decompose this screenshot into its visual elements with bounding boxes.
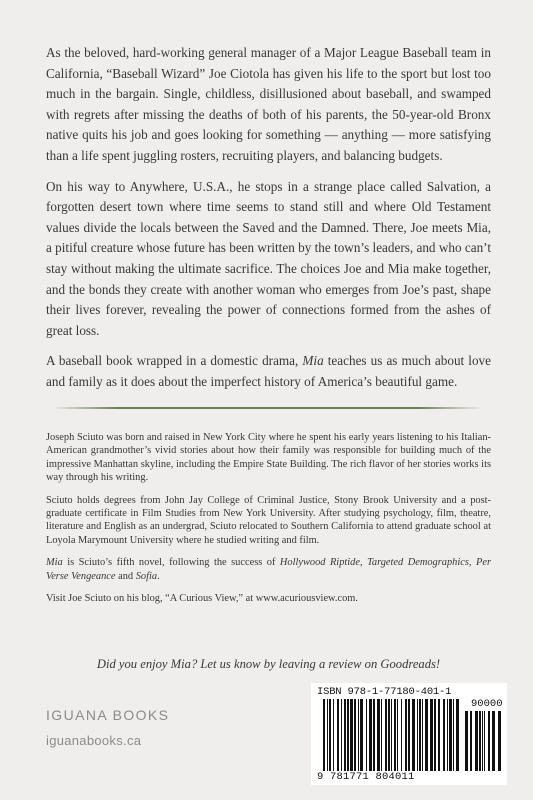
isbn-label: ISBN 978-1-77180-401-1 <box>317 686 452 698</box>
bio-p3-and: and <box>115 570 136 582</box>
bio-p3-sep-2: , <box>468 557 476 569</box>
bio-p3-book-2: Targeted Demographics <box>367 557 469 569</box>
price-code-label: 90000 <box>471 698 503 710</box>
bio-p3-text-a: is Sciuto’s fifth novel, following the success of <box>62 557 280 569</box>
isbn-barcode <box>311 683 507 785</box>
goodreads-review-prompt: Did you enjoy Mia? Let us know by leaving a review on Goodreads! <box>96 657 441 671</box>
bio-p3-title: Mia <box>46 557 63 569</box>
bio-paragraph-4: Visit Joe Sciuto on his blog, “A Curious View,” at www.acuriousview.com. <box>46 593 358 605</box>
synopsis-p3-title: Mia <box>302 353 324 369</box>
bio-p3-book-4: Sofia <box>135 570 158 582</box>
bio-p3-end: . <box>157 570 160 582</box>
bio-paragraph-2: Sciuto holds degrees from John Jay College of Criminal Justice, Stony Brook University and a post-graduate certificate in Film Studies from New York University. After studying psychology, film, theatre, literature and English as an undergrad, Sciuto relocated to Southern California to attend graduate school at Loyola Marymount University where he studied writing and film. <box>46 494 491 546</box>
synopsis-paragraph-2: On his way to Anywhere, U.S.A., he stops in a strange place called Salvation, a forgotten desert town where time seems to stand still and where Old Testament values divide the locals between the Saved and the Damned. There, Joe meets Mia, a pitiful creature whose future has been written by the town’s leaders, and who can’t stay without making the ultimate sacrifice. The choices Joe and Mia make together, and the bonds they create with another woman who emerges from Joe’s past, shape their lives forever, revealing the power of connections formed from the ashes of great loss. <box>46 178 491 338</box>
synopsis-paragraph-1: As the beloved, hard-working general manager of a Major League Baseball team in California, “Baseball Wizard” Joe Ciotola has given his life to the sport but lost too much in the bargain. Single, childless, disillusioned about baseball, and swamped with regrets after missing the deaths of both of his parents, the 50-year-old Bronx native quits his job and goes looking for something — anything — more satisfying than a life spent juggling rosters, recruiting players, and balancing budgets. <box>46 45 491 163</box>
barcode-bars <box>323 699 461 771</box>
publisher-block <box>46 707 169 748</box>
barcode-digits: 9 781771 804011 <box>317 771 415 783</box>
author-bio <box>46 431 491 605</box>
publisher-name: IGUANA BOOKS <box>46 707 170 723</box>
bio-p3-book-1: Hollywood Riptide <box>279 557 360 569</box>
barcode-addon-bars <box>465 711 505 771</box>
bio-paragraph-1: Joseph Sciuto was born and raised in New York City where he spent his early years listening to his Italian-American grandmother’s vivid stories about how their family was responsible for building much of the impressive Manhattan skyline, including the Empire State Building. The rich flavor of her stories works its way through his writing. <box>46 432 491 484</box>
bio-p3-sep-1: , <box>359 557 368 569</box>
section-divider <box>52 407 482 409</box>
back-cover-synopsis <box>46 43 491 393</box>
synopsis-p3-text-a: A baseball book wrapped in a domestic drama, <box>46 353 303 369</box>
synopsis-p3-text-b: teaches us as much about love and family as it does about the imperfect history of America’s beautiful game. <box>46 353 491 389</box>
bio-p3-book-3: Per Verse Vengeance <box>46 557 491 582</box>
bio-paragraph-3 <box>46 556 491 583</box>
publisher-url: iguanabooks.ca <box>46 733 142 748</box>
synopsis-paragraph-3 <box>46 351 491 392</box>
